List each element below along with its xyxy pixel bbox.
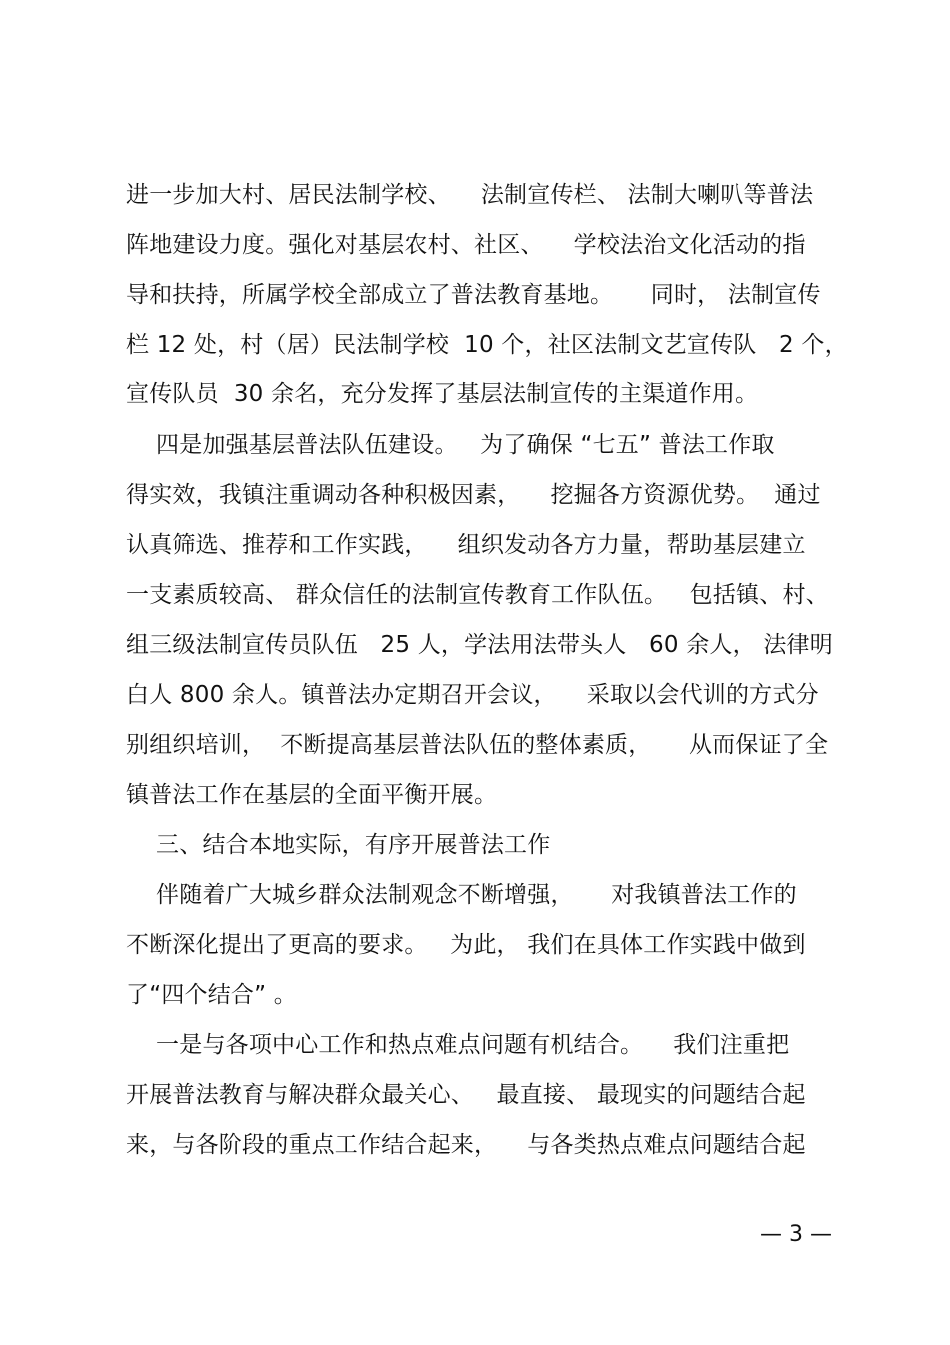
body-text-line: 认真筛选、推荐和工作实践， 组织发动各方力量，帮助基层建立 bbox=[126, 532, 806, 558]
body-text-line: 阵地建设力度。强化对基层农村、社区、 学校法治文化活动的指 bbox=[126, 232, 806, 258]
body-text-line: 镇普法工作在基层的全面平衡开展。 bbox=[126, 782, 498, 808]
body-text-line: 白人 800 余人。镇普法办定期召开会议， 采取以会代训的方式分 bbox=[126, 682, 819, 708]
body-text-line: 了“四个结合” 。 bbox=[126, 982, 297, 1008]
body-text-line: 宣传队员 30 余名，充分发挥了基层法制宣传的主渠道作用。 bbox=[126, 381, 759, 407]
body-text-line: 别组织培训， 不断提高基层普法队伍的整体素质， 从而保证了全 bbox=[126, 732, 829, 758]
paragraph-start-line: 一是与各项中心工作和热点难点问题有机结合。 我们注重把 bbox=[126, 1032, 790, 1058]
page-number: — 3 — bbox=[760, 1222, 832, 1247]
body-text-line: 进一步加大村、居民法制学校、 法制宣传栏、 法制大喇叭等普法 bbox=[126, 182, 814, 208]
section-heading: 三、结合本地实际，有序开展普法工作 bbox=[126, 832, 551, 858]
paragraph-start-line: 伴随着广大城乡群众法制观念不断增强， 对我镇普法工作的 bbox=[126, 882, 797, 908]
body-text-line: 开展普法教育与解决群众最关心、 最直接、 最现实的问题结合起 bbox=[126, 1082, 806, 1108]
body-text-line: 组三级法制宣传员队伍 25 人，学法用法带头人 60 余人， 法律明 bbox=[126, 632, 833, 658]
body-text-line: 不断深化提出了更高的要求。 为此， 我们在具体工作实践中做到 bbox=[126, 932, 806, 958]
body-text-line: 导和扶持，所属学校全部成立了普法教育基地。 同时， 法制宣传 bbox=[126, 282, 821, 308]
body-text-line: 来，与各阶段的重点工作结合起来， 与各类热点难点问题结合起 bbox=[126, 1132, 806, 1158]
paragraph-start-line: 四是加强基层普法队伍建设。 为了确保 “七五” 普法工作取 bbox=[126, 432, 775, 458]
body-text-line: 一支素质较高、 群众信任的法制宣传教育工作队伍。 包括镇、村、 bbox=[126, 582, 829, 608]
body-text-line: 栏 12 处，村（居）民法制学校 10 个，社区法制文艺宣传队 2 个， bbox=[126, 332, 848, 358]
body-text-line: 得实效，我镇注重调动各种积极因素， 挖掘各方资源优势。 通过 bbox=[126, 482, 821, 508]
